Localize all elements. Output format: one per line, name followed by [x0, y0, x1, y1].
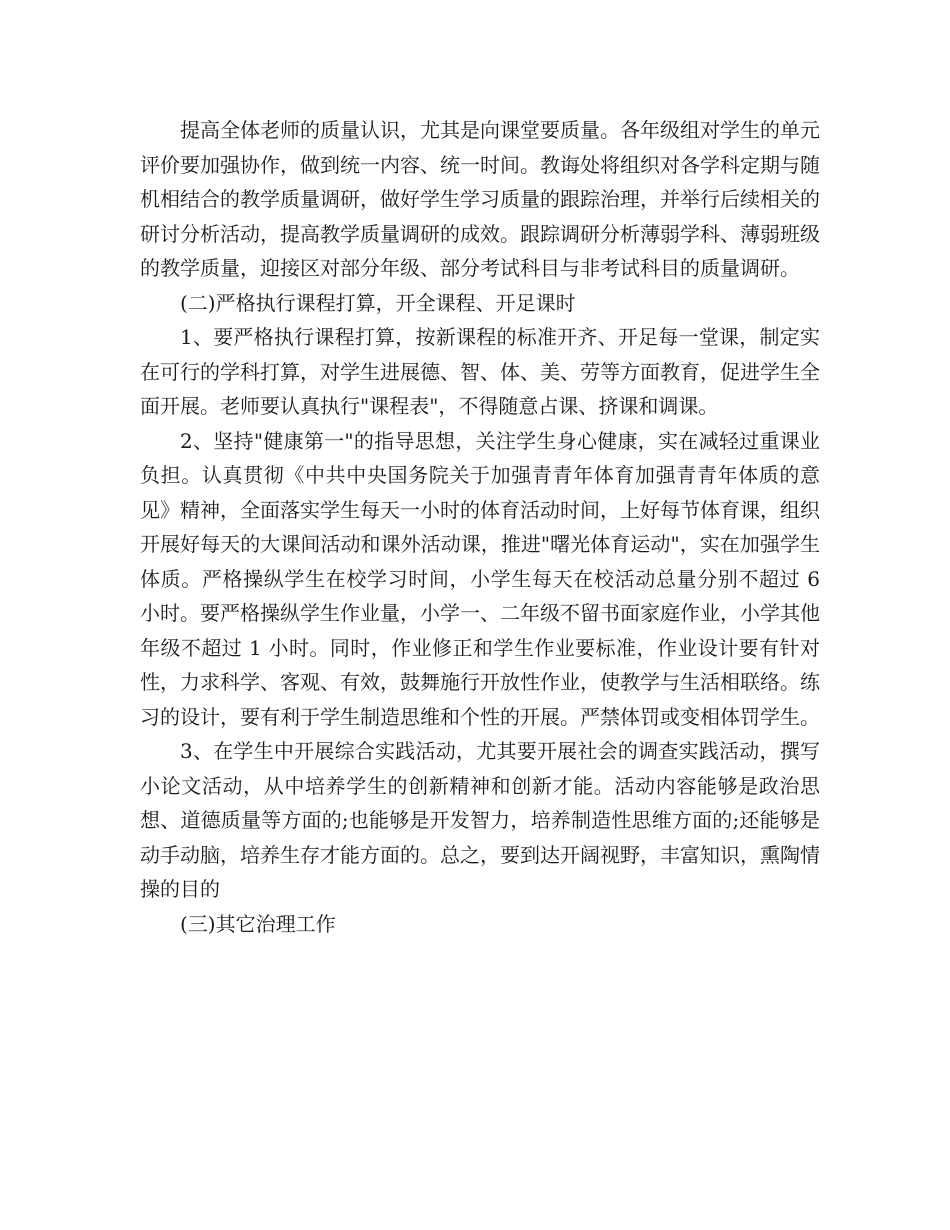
paragraph-item-3: 3、在学生中开展综合实践活动，尤其要开展社会的调查实践活动，撰写小论文活动，从中培养学生的创新精神和创新才能。活动内容能够是政治思想、道德质量等方面的;也能够是开发智力，培养制造性思维方面的;还能够是动手动脑，培养生存才能方面的。总之，要到达开阔视野，丰富知识，熏陶情操的目的 [140, 739, 820, 901]
section-heading-curriculum: (二)严格执行课程打算，开全课程、开足课时 [180, 290, 576, 315]
document-body [140, 113, 820, 941]
paragraph-item-2: 2、坚持"健康第一"的指导思想，关注学生身心健康，实在减轻过重课业负担。认真贯彻《中共中央国务院关于加强青青年体育加强青青年体质的意见》精神，全面落实学生每天一小时的体育活动时间，上好每节体育课，组织开展好每天的大课间活动和课外活动课，推进"曙光体育运动"，实在加强学生体质。严格操纵学生在校学习时间，小学生每天在校活动总量分别不超过 6 小时。要严格操纵学生作业量，小学一、二年级不留书面家庭作业，小学其他年级不超过 1 小时。同时，作业修正和学生作业要标准，作业设计要有针对性，力求科学、客观、有效，鼓舞施行开放性作业，使教学与生活相联络。练习的设计，要有利于学生制造思维和个性的开展。严禁体罚或变相体罚学生。 [140, 428, 820, 729]
section-heading-other: (三)其它治理工作 [180, 911, 336, 936]
paragraph-item-1: 1、要严格执行课程打算，按新课程的标准开齐、开足每一堂课，制定实在可行的学科打算，对学生进展德、智、体、美、劳等方面教育，促进学生全面开展。老师要认真执行"课程表"，不得随意占课、挤课和调课。 [140, 325, 820, 418]
paragraph-quality: 提高全体老师的质量认识，尤其是向课堂要质量。各年级组对学生的单元评价要加强协作，做到统一内容、统一时间。教诲处将组织对各学科定期与随机相结合的教学质量调研，做好学生学习质量的跟踪治理，并举行后续相关的研讨分析活动，提高教学质量调研的成效。跟踪调研分析薄弱学科、薄弱班级的教学质量，迎接区对部分年级、部分考试科目与非考试科目的质量调研。 [140, 118, 820, 280]
